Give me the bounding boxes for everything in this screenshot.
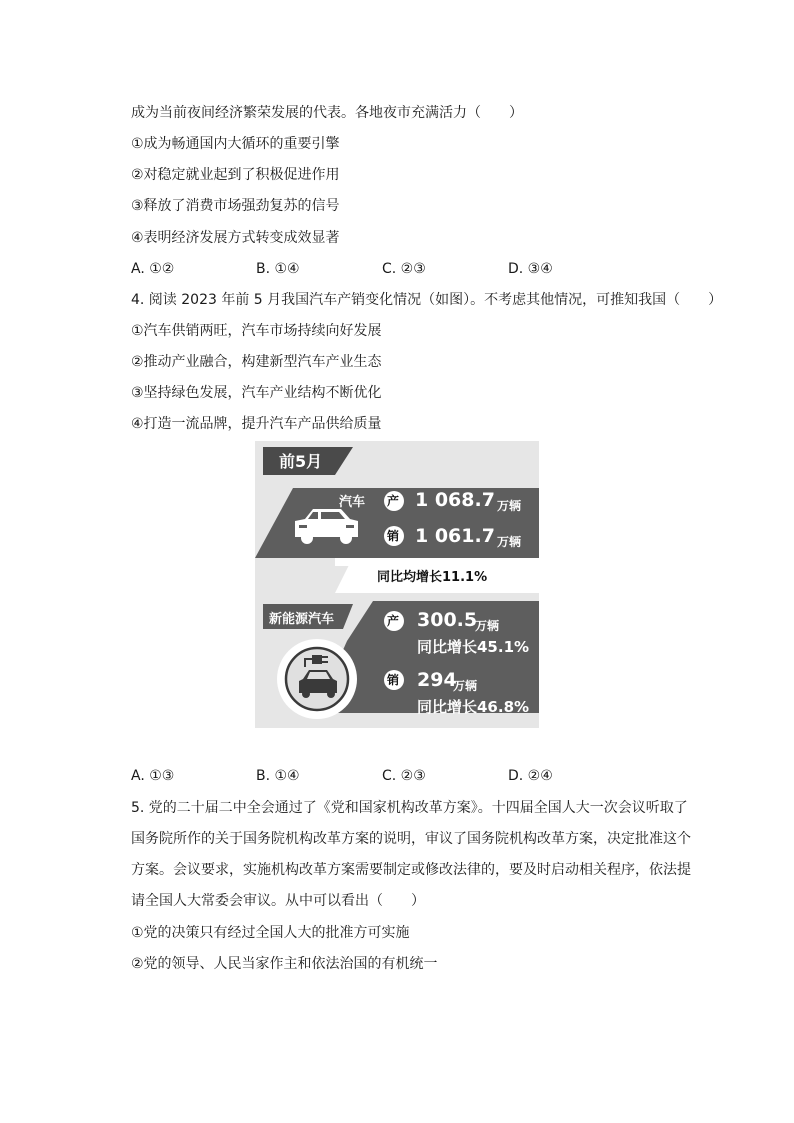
q4-item-3: ③坚持绿色发展，汽车产业结构不断优化 <box>131 385 382 401</box>
q4-item-1: ①汽车供销两旺，汽车市场持续向好发展 <box>131 323 382 339</box>
car-label: 汽车 <box>339 495 366 510</box>
nev-label: 新能源汽车 <box>269 612 335 627</box>
q5-item-2: ②党的领导、人民当家作主和依法治国的有机统一 <box>131 956 438 972</box>
q5-stem-line-3: 方案。会议要求，实施机构改革方案需要制定或修改法律的，要及时启动相关程序，依法提 <box>131 862 691 878</box>
q4-option-d: D. ②④ <box>508 768 553 784</box>
car-sales-infographic <box>255 441 539 728</box>
q3-item-1: ①成为畅通国内大循环的重要引擎 <box>131 136 340 152</box>
car-sales-value: 1 061.7 <box>415 525 495 547</box>
q3-item-3: ③释放了消费市场强劲复苏的信号 <box>131 198 340 214</box>
nev-prod-unit: 万辆 <box>475 619 500 633</box>
nev-sales-growth: 同比增长46.8% <box>417 698 530 716</box>
q4-option-b: B. ①④ <box>256 768 300 784</box>
car-prod-badge: 产 <box>387 494 400 508</box>
nev-prod-growth: 同比增长45.1% <box>417 638 530 656</box>
q3-option-c: C. ②③ <box>382 261 426 277</box>
q5-stem-line-2: 国务院所作的关于国务院机构改革方案的说明，审议了国务院机构改革方案，决定批准这个 <box>131 831 691 847</box>
car-prod-value: 1 068.7 <box>415 489 495 511</box>
q4-item-4: ④打造一流品牌，提升汽车产品供给质量 <box>131 416 382 432</box>
q3-option-a: A. ①② <box>131 261 175 277</box>
period-label: 前5月 <box>279 452 323 471</box>
q5-stem-line-1: 5. 党的二十届二中全会通过了《党和国家机构改革方案》。十四届全国人大一次会议听取了 <box>131 800 688 816</box>
q4-option-a: A. ①③ <box>131 768 175 784</box>
car-prod-unit: 万辆 <box>497 499 522 513</box>
q3-option-b: B. ①④ <box>256 261 300 277</box>
q3-stem-tail: 成为当前夜间经济繁荣发展的代表。各地夜市充满活力（ ） <box>131 105 523 121</box>
q3-item-2: ②对稳定就业起到了积极促进作用 <box>131 167 340 183</box>
car-growth: 同比均增长11.1% <box>377 570 488 585</box>
nev-sales-value: 294 <box>417 669 457 691</box>
car-sales-badge: 销 <box>387 529 400 543</box>
q3-item-4: ④表明经济发展方式转变成效显著 <box>131 230 340 246</box>
car-sales-unit: 万辆 <box>497 535 522 549</box>
q5-item-1: ①党的决策只有经过全国人大的批准方可实施 <box>131 925 410 941</box>
q4-item-2: ②推动产业融合，构建新型汽车产业生态 <box>131 354 382 370</box>
nev-sales-badge: 销 <box>387 673 400 687</box>
nev-prod-badge: 产 <box>387 614 400 628</box>
q4-option-c: C. ②③ <box>382 768 426 784</box>
q4-stem: 4. 阅读 2023 年前 5 月我国汽车产销变化情况（如图）。不考虑其他情况，可推知我国（ ） <box>131 292 723 308</box>
nev-prod-value: 300.5 <box>417 609 478 631</box>
q3-option-d: D. ③④ <box>508 261 553 277</box>
nev-sales-unit: 万辆 <box>453 679 478 693</box>
q5-stem-line-4: 请全国人大常委会审议。从中可以看出（ ） <box>131 893 425 909</box>
